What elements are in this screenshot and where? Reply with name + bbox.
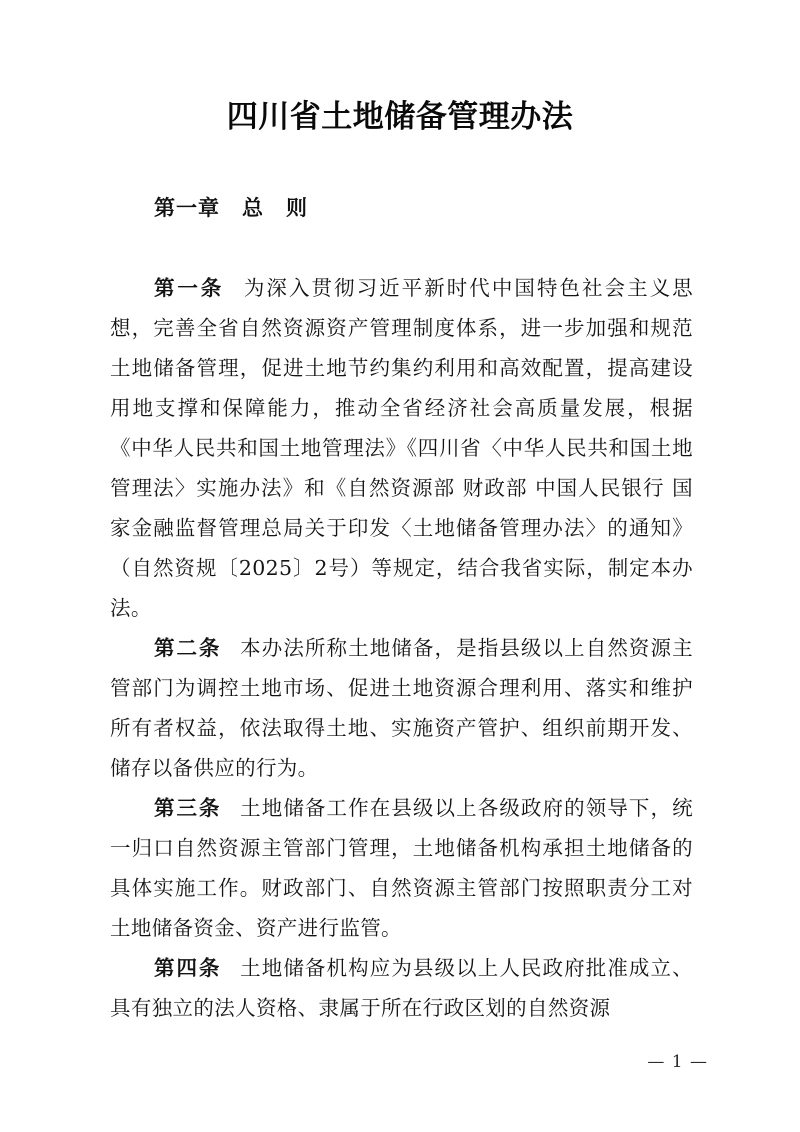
article-paragraph bbox=[110, 628, 693, 788]
document-body bbox=[110, 268, 693, 1028]
article-text: 土地储备机构应为县级以上人民政府批准成立、具有独立的法人资格、隶属于所在行政区划的自然资源 bbox=[110, 956, 693, 1020]
article-paragraph bbox=[110, 948, 693, 1028]
article-number: 第一条 bbox=[154, 276, 225, 300]
article-paragraph bbox=[110, 788, 693, 948]
article-text: 本办法所称土地储备，是指县级以上自然资源主管部门为调控土地市场、促进土地资源合理利用、落实和维护所有者权益，依法取得土地、实施资产管护、组织前期开发、储存以备供应的行为。 bbox=[110, 636, 693, 780]
article-text: 为深入贯彻习近平新时代中国特色社会主义思想，完善全省自然资源资产管理制度体系，进一步加强和规范土地储备管理，促进土地节约集约利用和高效配置，提高建设用地支撑和保障能力，推动全省经济社会高质量发展，根据《中华人民共和国土地管理法》《四川省〈中华人民共和国土地管理法〉实施办法》和《自然资源部 财政部 中国人民银行 国家金融监督管理总局关于印发〈土地储备管理办法〉的通知》（自然资规〔2025〕2号）等规定，结合我省实际，制定本办法。 bbox=[110, 276, 694, 620]
article-paragraph bbox=[110, 268, 693, 628]
article-number: 第四条 bbox=[154, 956, 222, 980]
article-number: 第三条 bbox=[154, 796, 222, 820]
page-number-footer: — 1 — bbox=[647, 1052, 708, 1072]
article-number: 第二条 bbox=[154, 636, 222, 660]
chapter-heading: 第一章 总 则 bbox=[154, 197, 308, 220]
page-title: 四川省土地储备管理办法 bbox=[226, 99, 574, 134]
article-text: 土地储备工作在县级以上各级政府的领导下，统一归口自然资源主管部门管理，土地储备机构承担土地储备的具体实施工作。财政部门、自然资源主管部门按照职责分工对土地储备资金、资产进行监管。 bbox=[110, 796, 693, 940]
